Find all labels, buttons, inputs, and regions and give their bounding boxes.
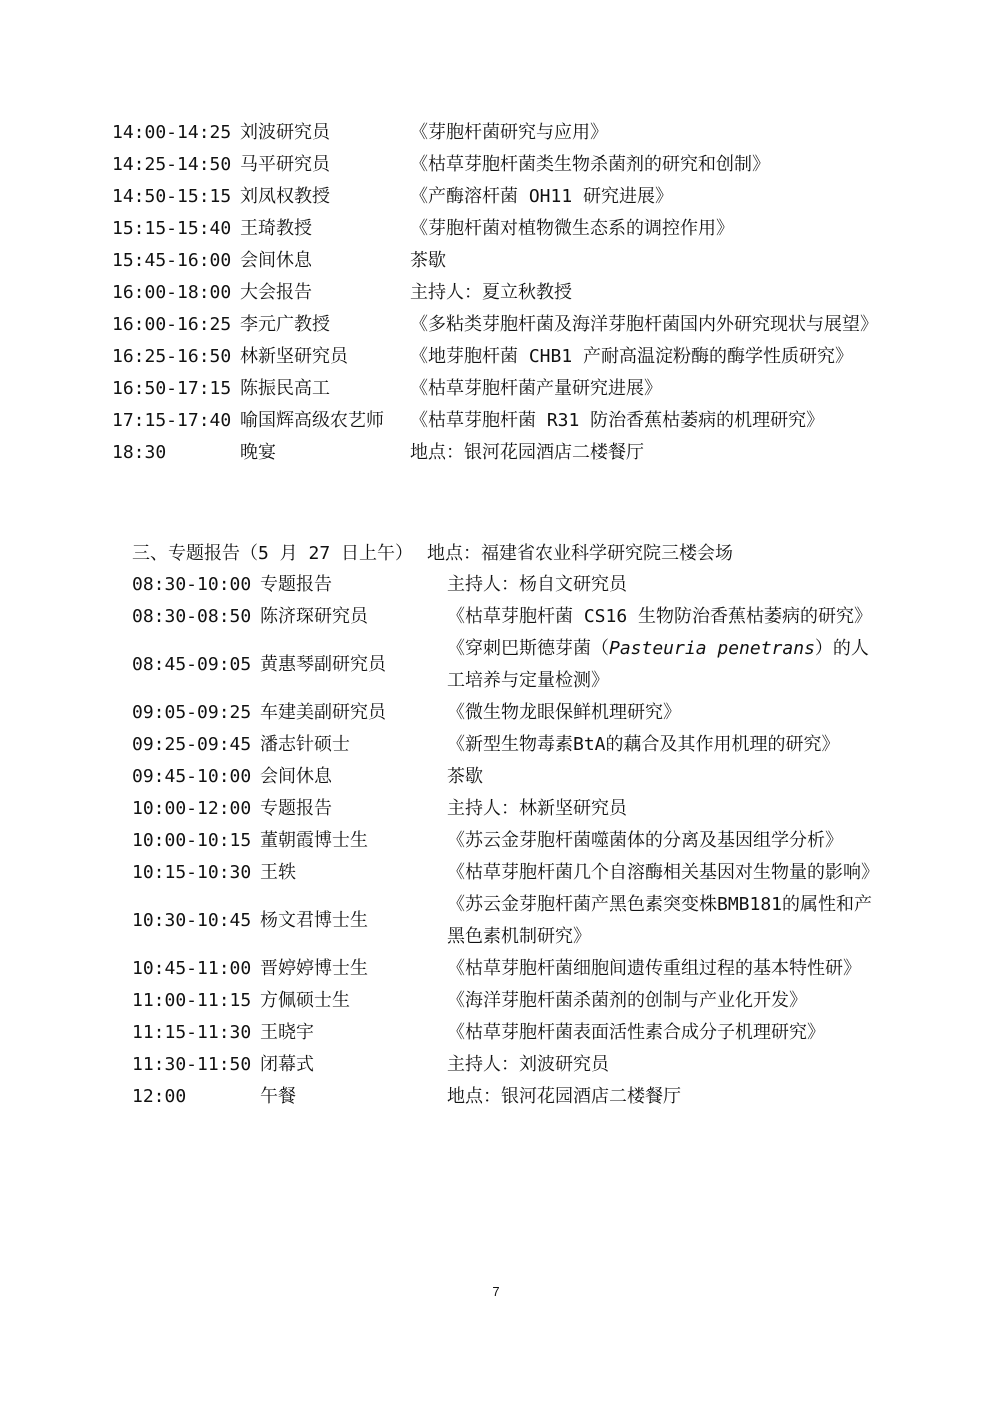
time-cell: 16:50-17:15 xyxy=(112,378,232,399)
speaker-cell: 陈济琛研究员 xyxy=(260,606,368,627)
table-row xyxy=(132,601,875,633)
topic-cell: 主持人：林新坚研究员 xyxy=(447,798,627,819)
topic-text: 《穿刺巴斯德芽菌（ xyxy=(447,638,609,659)
speaker-cell: 专题报告 xyxy=(260,798,332,819)
page-number: 7 xyxy=(492,1284,500,1299)
speaker-cell: 王晓宇 xyxy=(260,1022,314,1043)
table-row xyxy=(112,181,898,213)
speaker-cell: 王轶 xyxy=(260,862,296,883)
speaker-cell: 杨文君博士生 xyxy=(260,910,368,931)
time-cell: 10:15-10:30 xyxy=(132,862,252,883)
time-cell: 14:50-15:15 xyxy=(112,186,232,207)
topic-cell: 主持人：刘波研究员 xyxy=(447,1054,609,1075)
speaker-cell: 刘凤权教授 xyxy=(240,186,330,207)
table-row xyxy=(112,309,898,341)
table-row xyxy=(132,729,875,761)
topic-cell: 《枯草芽胞杆菌 CS16 生物防治香蕉枯萎病的研究》 xyxy=(447,606,873,627)
topic-cell: 《地芽胞杆菌 CHB1 产耐高温淀粉酶的酶学性质研究》 xyxy=(410,346,854,367)
speaker-cell: 董朝霞博士生 xyxy=(260,830,368,851)
speaker-cell: 会间休息 xyxy=(260,766,332,787)
table-row xyxy=(112,341,898,373)
table-row xyxy=(132,985,875,1017)
speaker-cell: 潘志针硕士 xyxy=(260,734,350,755)
speaker-cell: 马平研究员 xyxy=(240,154,330,175)
topic-cell: 《微生物龙眼保鲜机理研究》 xyxy=(447,702,681,723)
time-cell: 14:00-14:25 xyxy=(112,122,232,143)
time-cell: 16:00-18:00 xyxy=(112,282,232,303)
topic-cell: 《苏云金芽胞杆菌产黑色素突变株BMB181的属性和产黑色素机制研究》 xyxy=(447,894,873,947)
latin-name: Pasteuria penetrans xyxy=(609,638,815,659)
topic-cell xyxy=(447,633,875,697)
speaker-cell: 黄惠琴副研究员 xyxy=(260,654,386,675)
section-heading xyxy=(132,538,733,570)
topic-cell: 《枯草芽胞杆菌产量研究进展》 xyxy=(410,378,662,399)
topic-cell: 《枯草芽胞杆菌细胞间遗传重组过程的基本特性研》 xyxy=(447,958,861,979)
topic-cell: 《芽胞杆菌对植物微生态系的调控作用》 xyxy=(410,218,734,239)
time-cell: 16:00-16:25 xyxy=(112,314,232,335)
time-cell: 09:05-09:25 xyxy=(132,702,252,723)
speaker-cell: 晚宴 xyxy=(240,442,276,463)
topic-cell: 《枯草芽胞杆菌类生物杀菌剂的研究和创制》 xyxy=(410,154,770,175)
table-row xyxy=(112,245,898,277)
time-cell: 16:25-16:50 xyxy=(112,346,232,367)
time-cell: 11:30-11:50 xyxy=(132,1054,252,1075)
topic-cell: 主持人：夏立秋教授 xyxy=(410,282,572,303)
table-row xyxy=(132,793,875,825)
table-row xyxy=(112,373,898,405)
speaker-cell: 会间休息 xyxy=(240,250,312,271)
schedule-table-afternoon xyxy=(112,117,898,469)
section-location: 地点：福建省农业科学研究院三楼会场 xyxy=(427,543,734,564)
table-row xyxy=(112,149,898,181)
table-row xyxy=(132,857,875,889)
speaker-cell: 大会报告 xyxy=(240,282,312,303)
time-cell: 08:45-09:05 xyxy=(132,654,252,675)
topic-cell: 茶歇 xyxy=(410,250,446,271)
table-row xyxy=(132,1017,875,1049)
topic-cell: 《枯草芽胞杆菌 R31 防治香蕉枯萎病的机理研究》 xyxy=(410,410,825,431)
topic-cell: 《新型生物毒素BtA的藕合及其作用机理的研究》 xyxy=(447,734,840,755)
speaker-cell: 喻国辉高级农艺师 xyxy=(240,410,384,431)
topic-cell: 《枯草芽胞杆菌几个自溶酶相关基因对生物量的影响》 xyxy=(447,862,879,883)
time-cell: 18:30 xyxy=(112,442,167,463)
speaker-cell: 陈振民高工 xyxy=(240,378,330,399)
time-cell: 15:15-15:40 xyxy=(112,218,232,239)
speaker-cell: 林新坚研究员 xyxy=(240,346,348,367)
speaker-cell: 李元广教授 xyxy=(240,314,330,335)
topic-cell: 《苏云金芽胞杆菌噬菌体的分离及基因组学分析》 xyxy=(447,830,843,851)
time-cell: 08:30-08:50 xyxy=(132,606,252,627)
table-row xyxy=(132,1049,875,1081)
speaker-cell: 闭幕式 xyxy=(260,1054,314,1075)
table-row xyxy=(132,761,875,793)
table-row xyxy=(132,569,875,601)
topic-cell: 地点：银河花园酒店二楼餐厅 xyxy=(447,1086,681,1107)
speaker-cell: 刘波研究员 xyxy=(240,122,330,143)
table-row xyxy=(112,277,898,309)
topic-cell: 《产酶溶杆菌 OH11 研究进展》 xyxy=(410,186,674,207)
table-row xyxy=(132,889,875,953)
table-row xyxy=(112,405,898,437)
table-row xyxy=(112,437,898,469)
speaker-cell: 晋婷婷博士生 xyxy=(260,958,368,979)
table-row xyxy=(132,825,875,857)
topic-cell: 主持人：杨自文研究员 xyxy=(447,574,627,595)
time-cell: 08:30-10:00 xyxy=(132,574,252,595)
table-row xyxy=(132,953,875,985)
section-title: 三、专题报告（5 月 27 日上午） xyxy=(132,543,414,564)
speaker-cell: 王琦教授 xyxy=(240,218,312,239)
topic-text: ）的人工培养与定量检测》 xyxy=(447,638,869,691)
speaker-cell: 专题报告 xyxy=(260,574,332,595)
table-row xyxy=(112,117,898,149)
time-cell: 15:45-16:00 xyxy=(112,250,232,271)
speaker-cell: 方佩硕士生 xyxy=(260,990,350,1011)
table-row xyxy=(132,1081,875,1113)
time-cell: 11:00-11:15 xyxy=(132,990,252,1011)
time-cell: 12:00 xyxy=(132,1086,187,1107)
time-cell: 10:45-11:00 xyxy=(132,958,252,979)
time-cell: 11:15-11:30 xyxy=(132,1022,252,1043)
time-cell: 09:25-09:45 xyxy=(132,734,252,755)
speaker-cell: 午餐 xyxy=(260,1086,296,1107)
topic-cell: 地点：银河花园酒店二楼餐厅 xyxy=(410,442,644,463)
topic-cell: 《多粘类芽胞杆菌及海洋芽胞杆菌国内外研究现状与展望》 xyxy=(410,314,878,335)
table-row xyxy=(112,213,898,245)
topic-cell: 《芽胞杆菌研究与应用》 xyxy=(410,122,608,143)
time-cell: 14:25-14:50 xyxy=(112,154,232,175)
time-cell: 10:00-10:15 xyxy=(132,830,252,851)
table-row xyxy=(132,633,875,697)
speaker-cell: 车建美副研究员 xyxy=(260,702,386,723)
table-row xyxy=(132,697,875,729)
time-cell: 09:45-10:00 xyxy=(132,766,252,787)
time-cell: 10:30-10:45 xyxy=(132,910,252,931)
topic-cell: 《海洋芽胞杆菌杀菌剂的创制与产业化开发》 xyxy=(447,990,807,1011)
topic-cell: 茶歇 xyxy=(447,766,483,787)
schedule-table-morning xyxy=(132,569,879,1113)
time-cell: 17:15-17:40 xyxy=(112,410,232,431)
topic-cell: 《枯草芽胞杆菌表面活性素合成分子机理研究》 xyxy=(447,1022,825,1043)
time-cell: 10:00-12:00 xyxy=(132,798,252,819)
